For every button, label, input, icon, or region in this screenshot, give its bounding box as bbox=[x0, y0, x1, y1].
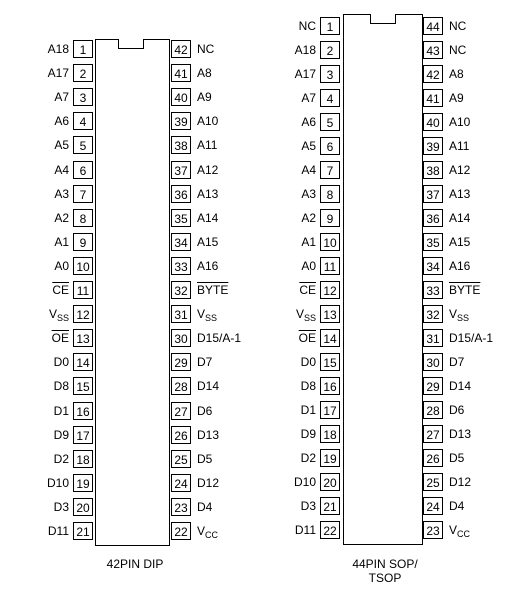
pin-signal-label bbox=[9, 498, 69, 516]
pin-number: 25 bbox=[171, 450, 191, 468]
pin-number: 36 bbox=[423, 209, 443, 227]
signal-text: D13 bbox=[449, 427, 472, 441]
signal-text: D1 bbox=[53, 404, 69, 418]
signal-text: A3 bbox=[301, 187, 316, 201]
pin-number: 34 bbox=[171, 233, 191, 251]
chip-notch bbox=[118, 39, 144, 49]
pin-number: 40 bbox=[171, 88, 191, 106]
pin-signal-label bbox=[197, 209, 218, 227]
pin-number: 20 bbox=[73, 498, 93, 516]
chip-notch bbox=[370, 14, 396, 24]
signal-text: A17 bbox=[47, 66, 69, 80]
pin-number: 26 bbox=[171, 426, 191, 444]
pin-signal-label bbox=[256, 305, 316, 327]
pin-number: 8 bbox=[320, 185, 340, 203]
pin-number: 33 bbox=[423, 281, 443, 299]
pin-number: 19 bbox=[73, 474, 93, 492]
pin-number: 31 bbox=[171, 305, 191, 323]
pin-signal-label bbox=[449, 305, 469, 327]
signal-text: D2 bbox=[53, 452, 69, 466]
pin-signal-label bbox=[197, 64, 212, 82]
pin-signal-label bbox=[449, 41, 466, 59]
pin-number: 25 bbox=[423, 473, 443, 491]
pin-signal-label bbox=[256, 89, 316, 107]
signal-text: A5 bbox=[54, 138, 69, 152]
pin-signal-label bbox=[449, 425, 471, 443]
chip-body bbox=[95, 39, 170, 546]
pin-number: 26 bbox=[423, 449, 443, 467]
signal-subscript: SS bbox=[303, 313, 316, 323]
signal-text: A7 bbox=[301, 91, 316, 105]
signal-text: D14 bbox=[449, 379, 472, 393]
pin-number: 6 bbox=[320, 137, 340, 155]
pin-signal-label bbox=[256, 353, 316, 371]
pin-signal-label bbox=[256, 257, 316, 275]
pin-signal-label bbox=[449, 209, 470, 227]
pin-number: 13 bbox=[73, 329, 93, 347]
pin-signal-label bbox=[256, 281, 316, 299]
signal-text: D12 bbox=[449, 475, 472, 489]
signal-text: A16 bbox=[197, 259, 219, 273]
pin-signal-label bbox=[256, 209, 316, 227]
signal-text: D2 bbox=[300, 451, 316, 465]
pin-number: 27 bbox=[171, 402, 191, 420]
signal-text: D3 bbox=[300, 499, 316, 513]
pin-signal-label bbox=[197, 112, 218, 130]
pin-signal-label bbox=[449, 497, 464, 515]
pin-number: 42 bbox=[423, 65, 443, 83]
signal-text: A0 bbox=[301, 259, 316, 273]
pin-signal-label bbox=[9, 402, 69, 420]
pin-number: 9 bbox=[320, 209, 340, 227]
signal-text: D14 bbox=[197, 379, 220, 393]
signal-text: D0 bbox=[300, 355, 316, 369]
pin-signal-label bbox=[9, 353, 69, 371]
signal-text: D0 bbox=[53, 355, 69, 369]
pin-number: 5 bbox=[320, 113, 340, 131]
pin-signal-label bbox=[256, 185, 316, 203]
pin-number: 37 bbox=[423, 185, 443, 203]
signal-text: $\overline{OE}$ bbox=[51, 331, 69, 345]
pin-number: 10 bbox=[73, 257, 93, 275]
pin-signal-label bbox=[197, 450, 212, 468]
pin-signal-label bbox=[197, 426, 219, 444]
pin-signal-label bbox=[449, 257, 470, 275]
pin-signal-label bbox=[256, 41, 316, 59]
pin-number: 2 bbox=[320, 41, 340, 59]
pin-number: 2 bbox=[73, 64, 93, 82]
signal-text: $\overline{CE}$ bbox=[299, 283, 316, 297]
signal-text: $\overline{CE}$ bbox=[52, 283, 69, 297]
signal-text: D5 bbox=[449, 451, 465, 465]
signal-text: D4 bbox=[197, 500, 213, 514]
signal-text: D4 bbox=[449, 499, 465, 513]
pin-signal-label bbox=[197, 161, 218, 179]
pin-number: 22 bbox=[171, 522, 191, 540]
pin-number: 3 bbox=[73, 88, 93, 106]
pin-signal-label bbox=[256, 521, 316, 539]
pin-number: 18 bbox=[320, 425, 340, 443]
signal-text: NC bbox=[298, 19, 316, 33]
pin-signal-label bbox=[449, 521, 470, 543]
signal-text: D8 bbox=[53, 379, 69, 393]
signal-subscript: SS bbox=[56, 313, 69, 323]
signal-text: V bbox=[48, 307, 57, 321]
pin-signal-label bbox=[256, 17, 316, 35]
pin-number: 42 bbox=[171, 40, 191, 58]
signal-text: A3 bbox=[54, 187, 69, 201]
pin-signal-label bbox=[9, 88, 69, 106]
signal-text: A6 bbox=[301, 115, 316, 129]
pin-number: 40 bbox=[423, 113, 443, 131]
pin-signal-label bbox=[449, 89, 464, 107]
pin-number: 12 bbox=[320, 281, 340, 299]
pin-number: 7 bbox=[320, 161, 340, 179]
signal-text: A9 bbox=[197, 90, 212, 104]
pin-number: 13 bbox=[320, 305, 340, 323]
chip-body bbox=[343, 14, 423, 545]
signal-text: D6 bbox=[197, 404, 213, 418]
signal-text: V bbox=[197, 307, 206, 321]
pin-number: 32 bbox=[423, 305, 443, 323]
signal-text: D10 bbox=[46, 476, 69, 490]
signal-text: V bbox=[197, 524, 206, 538]
signal-text: A12 bbox=[449, 163, 471, 177]
pin-number: 12 bbox=[73, 305, 93, 323]
signal-text: A11 bbox=[449, 139, 470, 153]
pin-number: 16 bbox=[320, 377, 340, 395]
signal-text: A0 bbox=[54, 259, 69, 273]
pin-signal-label bbox=[449, 113, 470, 131]
pin-number: 43 bbox=[423, 41, 443, 59]
signal-text: D3 bbox=[53, 500, 69, 514]
pin-number: 22 bbox=[320, 521, 340, 539]
signal-text: V bbox=[295, 307, 304, 321]
signal-text: NC bbox=[449, 19, 467, 33]
pin-number: 14 bbox=[320, 329, 340, 347]
pin-number: 17 bbox=[320, 401, 340, 419]
pin-signal-label bbox=[449, 281, 480, 299]
signal-text: D5 bbox=[197, 452, 213, 466]
package-caption: 42PIN DIP bbox=[106, 557, 164, 571]
pin-signal-label bbox=[9, 136, 69, 154]
signal-text: A9 bbox=[449, 91, 464, 105]
signal-text: D8 bbox=[300, 379, 316, 393]
pin-signal-label bbox=[9, 233, 69, 251]
pin-number: 20 bbox=[320, 473, 340, 491]
signal-text: A2 bbox=[54, 211, 69, 225]
signal-text: NC bbox=[449, 43, 467, 57]
pin-number: 17 bbox=[73, 426, 93, 444]
pin-number: 31 bbox=[423, 329, 443, 347]
pin-number: 32 bbox=[171, 281, 191, 299]
pin-signal-label bbox=[197, 305, 217, 327]
pin-number: 41 bbox=[171, 64, 191, 82]
signal-text: D12 bbox=[197, 476, 220, 490]
signal-text: D7 bbox=[449, 355, 465, 369]
pin-number: 5 bbox=[73, 136, 93, 154]
pin-signal-label bbox=[9, 209, 69, 227]
pin-signal-label bbox=[9, 40, 69, 58]
pin-signal-label bbox=[9, 161, 69, 179]
pin-number: 38 bbox=[423, 161, 443, 179]
signal-text: A8 bbox=[197, 66, 212, 80]
pin-signal-label bbox=[256, 425, 316, 443]
signal-text: BYTE bbox=[449, 283, 481, 297]
pin-signal-label bbox=[256, 137, 316, 155]
signal-text: A15 bbox=[449, 235, 471, 249]
pin-number: 15 bbox=[73, 377, 93, 395]
pin-signal-label bbox=[197, 88, 212, 106]
pin-signal-label bbox=[197, 498, 212, 516]
signal-text: A18 bbox=[47, 42, 69, 56]
pin-signal-label bbox=[197, 402, 212, 420]
signal-text: A14 bbox=[449, 211, 471, 225]
pin-number: 15 bbox=[320, 353, 340, 371]
signal-subscript: SS bbox=[457, 313, 470, 323]
pin-number: 10 bbox=[320, 233, 340, 251]
pin-number: 23 bbox=[423, 521, 443, 539]
pin-number: 28 bbox=[171, 377, 191, 395]
signal-text: A17 bbox=[294, 67, 316, 81]
pin-signal-label bbox=[9, 329, 69, 347]
pin-number: 28 bbox=[423, 401, 443, 419]
pin-signal-label bbox=[9, 257, 69, 275]
pin-number: 11 bbox=[73, 281, 93, 299]
signal-text: A18 bbox=[294, 43, 316, 57]
pin-signal-label bbox=[197, 136, 217, 154]
signal-text: D13 bbox=[197, 428, 220, 442]
signal-text: BYTE bbox=[197, 283, 229, 297]
pin-number: 29 bbox=[171, 353, 191, 371]
pin-signal-label bbox=[197, 377, 219, 395]
signal-text: A4 bbox=[301, 163, 316, 177]
pin-number: 1 bbox=[320, 17, 340, 35]
pin-number: 21 bbox=[73, 522, 93, 540]
pin-signal-label bbox=[197, 233, 218, 251]
signal-text: A1 bbox=[54, 235, 69, 249]
pin-signal-label bbox=[449, 65, 464, 83]
pin-number: 24 bbox=[423, 497, 443, 515]
signal-text: A11 bbox=[197, 138, 218, 152]
signal-text: A15 bbox=[197, 235, 219, 249]
pin-number: 4 bbox=[320, 89, 340, 107]
signal-subscript: CC bbox=[457, 529, 471, 539]
pin-signal-label bbox=[256, 449, 316, 467]
signal-text: A10 bbox=[197, 114, 219, 128]
signal-text: D15/A-1 bbox=[449, 331, 494, 345]
pin-number: 34 bbox=[423, 257, 443, 275]
pin-number: 9 bbox=[73, 233, 93, 251]
pin-signal-label bbox=[9, 305, 69, 327]
signal-subscript: SS bbox=[205, 313, 218, 323]
pin-number: 24 bbox=[171, 474, 191, 492]
pin-number: 44 bbox=[423, 17, 443, 35]
pin-signal-label bbox=[256, 233, 316, 251]
pin-signal-label bbox=[256, 329, 316, 347]
signal-text: D10 bbox=[293, 475, 316, 489]
pin-signal-label bbox=[9, 185, 69, 203]
pin-number: 41 bbox=[423, 89, 443, 107]
pin-signal-label bbox=[449, 377, 471, 395]
signal-text: A6 bbox=[54, 114, 69, 128]
pin-number: 35 bbox=[171, 209, 191, 227]
signal-text: A14 bbox=[197, 211, 219, 225]
pin-number: 37 bbox=[171, 161, 191, 179]
pin-number: 39 bbox=[423, 137, 443, 155]
pin-number: 33 bbox=[171, 257, 191, 275]
pin-signal-label bbox=[197, 40, 214, 58]
pin-number: 4 bbox=[73, 112, 93, 130]
signal-text: A10 bbox=[449, 115, 471, 129]
signal-text: $\overline{OE}$ bbox=[298, 331, 316, 345]
pin-signal-label bbox=[197, 281, 228, 299]
pin-number: 38 bbox=[171, 136, 191, 154]
pin-signal-label bbox=[256, 377, 316, 395]
signal-text: D6 bbox=[449, 403, 465, 417]
signal-text: D15/A-1 bbox=[197, 331, 242, 345]
pin-signal-label bbox=[197, 185, 218, 203]
signal-text: D11 bbox=[47, 524, 69, 538]
pin-number: 23 bbox=[171, 498, 191, 516]
signal-text: A12 bbox=[197, 163, 219, 177]
signal-text: A8 bbox=[449, 67, 464, 81]
pin-number: 16 bbox=[73, 402, 93, 420]
pin-number: 6 bbox=[73, 161, 93, 179]
pin-signal-label bbox=[256, 473, 316, 491]
pin-signal-label bbox=[449, 17, 466, 35]
pin-signal-label bbox=[256, 161, 316, 179]
pin-number: 30 bbox=[423, 353, 443, 371]
pin-signal-label bbox=[9, 377, 69, 395]
pin-signal-label bbox=[449, 329, 493, 347]
pin-signal-label bbox=[197, 474, 219, 492]
signal-text: D11 bbox=[294, 523, 316, 537]
pin-signal-label bbox=[9, 281, 69, 299]
signal-subscript: CC bbox=[205, 530, 219, 540]
signal-text: V bbox=[449, 307, 458, 321]
pin-signal-label bbox=[449, 233, 470, 251]
pin-number: 36 bbox=[171, 185, 191, 203]
signal-text: A13 bbox=[197, 187, 219, 201]
signal-text: D9 bbox=[300, 427, 316, 441]
pin-signal-label bbox=[9, 522, 69, 540]
pin-number: 35 bbox=[423, 233, 443, 251]
pin-signal-label bbox=[9, 450, 69, 468]
signal-text: A4 bbox=[54, 163, 69, 177]
signal-text: A16 bbox=[449, 259, 471, 273]
pin-number: 14 bbox=[73, 353, 93, 371]
signal-text: A13 bbox=[449, 187, 471, 201]
pin-number: 7 bbox=[73, 185, 93, 203]
pin-signal-label bbox=[197, 522, 218, 544]
pin-signal-label bbox=[449, 449, 464, 467]
pin-number: 3 bbox=[320, 65, 340, 83]
package-caption: 44PIN SOP/ TSOP bbox=[352, 557, 418, 585]
signal-text: A1 bbox=[301, 235, 316, 249]
pin-number: 18 bbox=[73, 450, 93, 468]
signal-text: D9 bbox=[53, 428, 69, 442]
pin-number: 30 bbox=[171, 329, 191, 347]
pin-signal-label bbox=[9, 426, 69, 444]
pin-signal-label bbox=[256, 65, 316, 83]
signal-text: A7 bbox=[54, 90, 69, 104]
pin-signal-label bbox=[256, 113, 316, 131]
pin-signal-label bbox=[449, 353, 464, 371]
pin-number: 39 bbox=[171, 112, 191, 130]
pin-number: 29 bbox=[423, 377, 443, 395]
pin-signal-label bbox=[449, 185, 470, 203]
signal-text: A2 bbox=[301, 211, 316, 225]
pin-signal-label bbox=[449, 473, 471, 491]
pin-signal-label bbox=[9, 474, 69, 492]
pin-number: 27 bbox=[423, 425, 443, 443]
signal-text: D7 bbox=[197, 355, 213, 369]
pin-signal-label bbox=[197, 353, 212, 371]
pin-signal-label bbox=[256, 401, 316, 419]
pin-signal-label bbox=[449, 401, 464, 419]
pin-number: 8 bbox=[73, 209, 93, 227]
signal-text: V bbox=[449, 523, 458, 537]
pin-number: 21 bbox=[320, 497, 340, 515]
pin-number: 19 bbox=[320, 449, 340, 467]
pin-signal-label bbox=[197, 257, 218, 275]
signal-text: NC bbox=[197, 42, 215, 56]
pin-signal-label bbox=[449, 137, 469, 155]
pin-signal-label bbox=[197, 329, 241, 347]
signal-text: A5 bbox=[301, 139, 316, 153]
signal-text: D1 bbox=[300, 403, 316, 417]
pin-signal-label bbox=[9, 112, 69, 130]
pin-signal-label bbox=[256, 497, 316, 515]
pin-signal-label bbox=[449, 161, 470, 179]
pin-number: 1 bbox=[73, 40, 93, 58]
pin-signal-label bbox=[9, 64, 69, 82]
pin-number: 11 bbox=[320, 257, 340, 275]
